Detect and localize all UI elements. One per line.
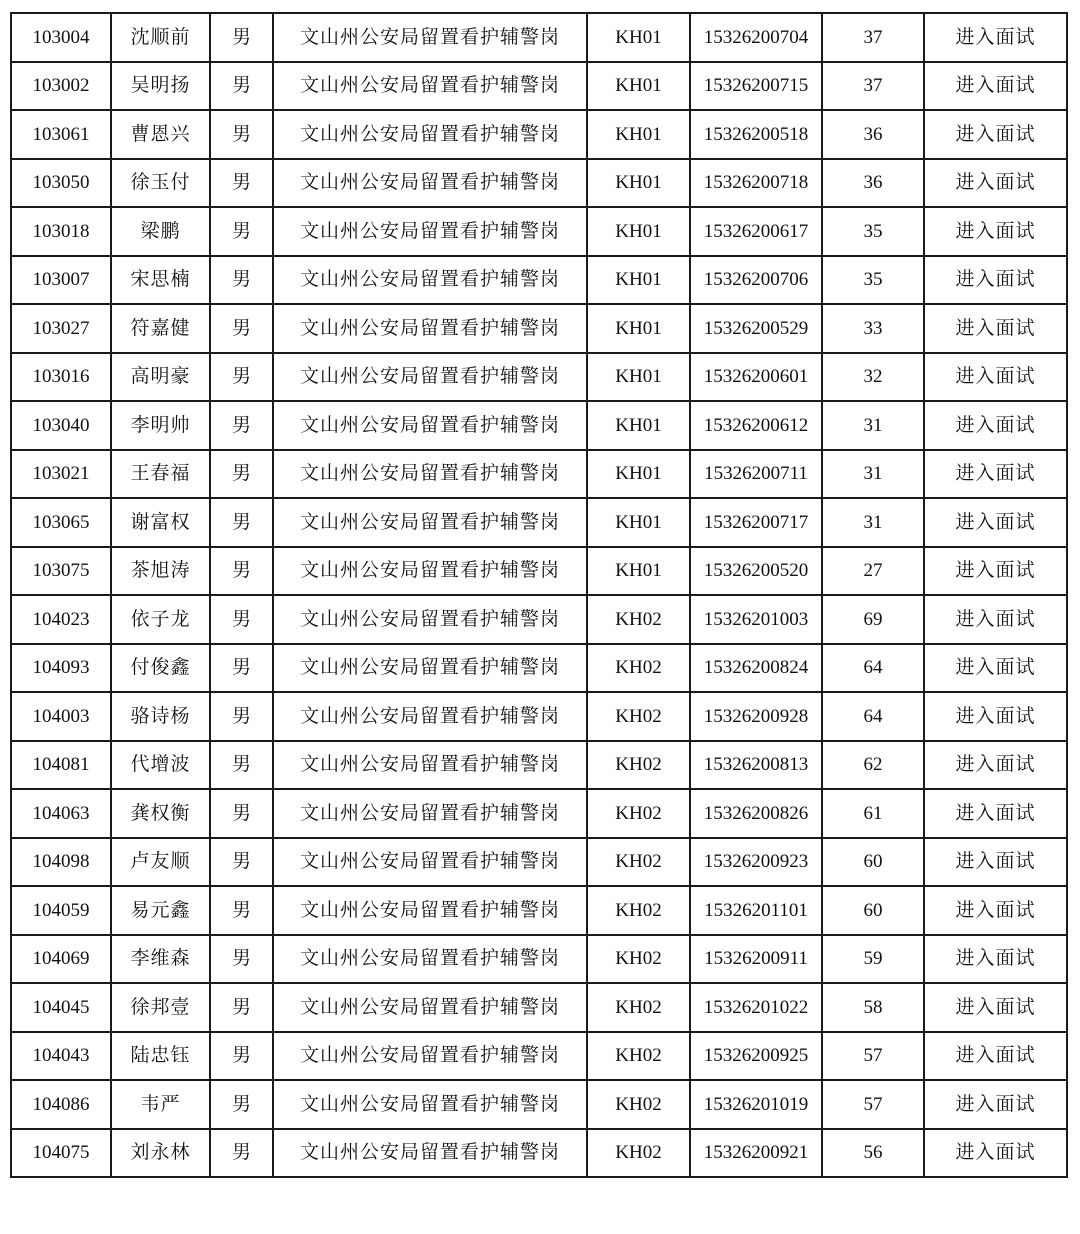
cell-candidate-id: 104003	[11, 692, 111, 741]
cell-status: 进入面试	[924, 159, 1067, 208]
table-row	[11, 692, 1067, 741]
cell-gender: 男	[210, 450, 273, 499]
cell-gender: 男	[210, 789, 273, 838]
cell-position: 文山州公安局留置看护辅警岗	[273, 789, 587, 838]
cell-name: 茶旭涛	[111, 547, 210, 596]
table-row	[11, 595, 1067, 644]
cell-score: 35	[822, 256, 924, 305]
cell-candidate-id: 103018	[11, 207, 111, 256]
cell-ticket-number: 15326201003	[690, 595, 822, 644]
cell-status: 进入面试	[924, 110, 1067, 159]
cell-position-code: KH01	[587, 450, 690, 499]
cell-candidate-id: 104023	[11, 595, 111, 644]
cell-position: 文山州公安局留置看护辅警岗	[273, 159, 587, 208]
cell-score: 37	[822, 13, 924, 62]
cell-gender: 男	[210, 256, 273, 305]
table-row	[11, 304, 1067, 353]
cell-position: 文山州公安局留置看护辅警岗	[273, 13, 587, 62]
cell-ticket-number: 15326201022	[690, 983, 822, 1032]
cell-status: 进入面试	[924, 838, 1067, 887]
cell-score: 31	[822, 498, 924, 547]
cell-ticket-number: 15326200711	[690, 450, 822, 499]
cell-status: 进入面试	[924, 450, 1067, 499]
cell-name: 代增波	[111, 741, 210, 790]
cell-status: 进入面试	[924, 401, 1067, 450]
cell-gender: 男	[210, 353, 273, 402]
cell-status: 进入面试	[924, 353, 1067, 402]
cell-status: 进入面试	[924, 1129, 1067, 1178]
cell-position-code: KH02	[587, 1080, 690, 1129]
cell-position-code: KH01	[587, 110, 690, 159]
cell-status: 进入面试	[924, 692, 1067, 741]
cell-position-code: KH01	[587, 304, 690, 353]
cell-name: 龚权衡	[111, 789, 210, 838]
table-row	[11, 1129, 1067, 1178]
cell-ticket-number: 15326200928	[690, 692, 822, 741]
table-row	[11, 450, 1067, 499]
cell-position: 文山州公安局留置看护辅警岗	[273, 1129, 587, 1178]
cell-position-code: KH02	[587, 1129, 690, 1178]
cell-name: 依子龙	[111, 595, 210, 644]
cell-score: 27	[822, 547, 924, 596]
cell-ticket-number: 15326200601	[690, 353, 822, 402]
cell-ticket-number: 15326200529	[690, 304, 822, 353]
cell-ticket-number: 15326200718	[690, 159, 822, 208]
table-row	[11, 838, 1067, 887]
cell-position: 文山州公安局留置看护辅警岗	[273, 1032, 587, 1081]
cell-name: 吴明扬	[111, 62, 210, 111]
cell-gender: 男	[210, 159, 273, 208]
cell-ticket-number: 15326200717	[690, 498, 822, 547]
cell-position-code: KH02	[587, 595, 690, 644]
cell-gender: 男	[210, 1032, 273, 1081]
cell-ticket-number: 15326200612	[690, 401, 822, 450]
cell-gender: 男	[210, 741, 273, 790]
cell-candidate-id: 104069	[11, 935, 111, 984]
cell-candidate-id: 103065	[11, 498, 111, 547]
table-row	[11, 353, 1067, 402]
cell-gender: 男	[210, 401, 273, 450]
cell-status: 进入面试	[924, 644, 1067, 693]
candidate-table-body	[11, 13, 1067, 1177]
cell-score: 37	[822, 62, 924, 111]
cell-name: 沈顺前	[111, 13, 210, 62]
table-row	[11, 62, 1067, 111]
cell-gender: 男	[210, 1129, 273, 1178]
table-row	[11, 644, 1067, 693]
cell-status: 进入面试	[924, 595, 1067, 644]
cell-position: 文山州公安局留置看护辅警岗	[273, 935, 587, 984]
cell-position: 文山州公安局留置看护辅警岗	[273, 498, 587, 547]
cell-ticket-number: 15326200826	[690, 789, 822, 838]
cell-ticket-number: 15326200824	[690, 644, 822, 693]
cell-score: 58	[822, 983, 924, 1032]
cell-name: 高明豪	[111, 353, 210, 402]
cell-candidate-id: 103075	[11, 547, 111, 596]
cell-name: 付俊鑫	[111, 644, 210, 693]
cell-position-code: KH02	[587, 983, 690, 1032]
table-row	[11, 207, 1067, 256]
cell-ticket-number: 15326200813	[690, 741, 822, 790]
cell-status: 进入面试	[924, 983, 1067, 1032]
cell-name: 谢富权	[111, 498, 210, 547]
cell-gender: 男	[210, 983, 273, 1032]
cell-score: 56	[822, 1129, 924, 1178]
cell-status: 进入面试	[924, 935, 1067, 984]
cell-status: 进入面试	[924, 62, 1067, 111]
cell-position-code: KH01	[587, 353, 690, 402]
cell-candidate-id: 104098	[11, 838, 111, 887]
cell-ticket-number: 15326200706	[690, 256, 822, 305]
cell-position-code: KH02	[587, 838, 690, 887]
cell-position: 文山州公安局留置看护辅警岗	[273, 886, 587, 935]
cell-score: 31	[822, 401, 924, 450]
table-row	[11, 547, 1067, 596]
cell-name: 徐玉付	[111, 159, 210, 208]
cell-position-code: KH01	[587, 498, 690, 547]
cell-position: 文山州公安局留置看护辅警岗	[273, 401, 587, 450]
cell-position: 文山州公安局留置看护辅警岗	[273, 207, 587, 256]
cell-name: 刘永林	[111, 1129, 210, 1178]
cell-candidate-id: 103061	[11, 110, 111, 159]
cell-candidate-id: 103007	[11, 256, 111, 305]
cell-candidate-id: 103021	[11, 450, 111, 499]
table-row	[11, 1080, 1067, 1129]
cell-ticket-number: 15326200911	[690, 935, 822, 984]
cell-gender: 男	[210, 595, 273, 644]
table-row	[11, 741, 1067, 790]
cell-position-code: KH01	[587, 13, 690, 62]
cell-candidate-id: 104043	[11, 1032, 111, 1081]
cell-score: 60	[822, 838, 924, 887]
cell-position-code: KH02	[587, 789, 690, 838]
cell-status: 进入面试	[924, 13, 1067, 62]
cell-name: 宋思楠	[111, 256, 210, 305]
cell-status: 进入面试	[924, 1080, 1067, 1129]
cell-ticket-number: 15326200520	[690, 547, 822, 596]
table-row	[11, 1032, 1067, 1081]
cell-score: 60	[822, 886, 924, 935]
cell-status: 进入面试	[924, 207, 1067, 256]
cell-position-code: KH01	[587, 256, 690, 305]
cell-candidate-id: 103027	[11, 304, 111, 353]
table-row	[11, 159, 1067, 208]
cell-gender: 男	[210, 644, 273, 693]
cell-position-code: KH01	[587, 207, 690, 256]
cell-ticket-number: 15326200925	[690, 1032, 822, 1081]
cell-position: 文山州公安局留置看护辅警岗	[273, 838, 587, 887]
cell-candidate-id: 104045	[11, 983, 111, 1032]
cell-ticket-number: 15326200715	[690, 62, 822, 111]
cell-position: 文山州公安局留置看护辅警岗	[273, 62, 587, 111]
cell-name: 徐邦壹	[111, 983, 210, 1032]
cell-gender: 男	[210, 62, 273, 111]
cell-name: 王春福	[111, 450, 210, 499]
cell-candidate-id: 104063	[11, 789, 111, 838]
cell-candidate-id: 103004	[11, 13, 111, 62]
cell-candidate-id: 103002	[11, 62, 111, 111]
cell-position: 文山州公安局留置看护辅警岗	[273, 741, 587, 790]
cell-position-code: KH02	[587, 1032, 690, 1081]
cell-position-code: KH02	[587, 886, 690, 935]
cell-position: 文山州公安局留置看护辅警岗	[273, 595, 587, 644]
cell-gender: 男	[210, 304, 273, 353]
cell-score: 69	[822, 595, 924, 644]
table-row	[11, 983, 1067, 1032]
cell-name: 韦严	[111, 1080, 210, 1129]
cell-score: 57	[822, 1080, 924, 1129]
table-row	[11, 13, 1067, 62]
cell-score: 36	[822, 159, 924, 208]
cell-position: 文山州公安局留置看护辅警岗	[273, 1080, 587, 1129]
cell-candidate-id: 104059	[11, 886, 111, 935]
cell-gender: 男	[210, 498, 273, 547]
table-row	[11, 886, 1067, 935]
cell-score: 35	[822, 207, 924, 256]
cell-position: 文山州公安局留置看护辅警岗	[273, 304, 587, 353]
cell-position-code: KH02	[587, 741, 690, 790]
cell-name: 陆忠钰	[111, 1032, 210, 1081]
cell-position: 文山州公安局留置看护辅警岗	[273, 644, 587, 693]
cell-position: 文山州公安局留置看护辅警岗	[273, 450, 587, 499]
cell-status: 进入面试	[924, 886, 1067, 935]
cell-score: 31	[822, 450, 924, 499]
cell-position-code: KH01	[587, 401, 690, 450]
cell-gender: 男	[210, 692, 273, 741]
cell-name: 曹恩兴	[111, 110, 210, 159]
table-row	[11, 256, 1067, 305]
cell-name: 骆诗杨	[111, 692, 210, 741]
cell-candidate-id: 104075	[11, 1129, 111, 1178]
cell-position-code: KH01	[587, 159, 690, 208]
cell-position: 文山州公安局留置看护辅警岗	[273, 547, 587, 596]
cell-ticket-number: 15326201101	[690, 886, 822, 935]
cell-candidate-id: 103050	[11, 159, 111, 208]
cell-gender: 男	[210, 547, 273, 596]
table-row	[11, 935, 1067, 984]
candidate-table	[10, 12, 1068, 1178]
cell-candidate-id: 104093	[11, 644, 111, 693]
cell-candidate-id: 104081	[11, 741, 111, 790]
cell-status: 进入面试	[924, 1032, 1067, 1081]
cell-position: 文山州公安局留置看护辅警岗	[273, 256, 587, 305]
cell-status: 进入面试	[924, 741, 1067, 790]
cell-gender: 男	[210, 886, 273, 935]
table-row	[11, 401, 1067, 450]
cell-ticket-number: 15326200617	[690, 207, 822, 256]
cell-name: 李明帅	[111, 401, 210, 450]
cell-gender: 男	[210, 110, 273, 159]
cell-ticket-number: 15326200923	[690, 838, 822, 887]
cell-score: 32	[822, 353, 924, 402]
cell-score: 59	[822, 935, 924, 984]
cell-status: 进入面试	[924, 304, 1067, 353]
cell-score: 64	[822, 692, 924, 741]
cell-score: 36	[822, 110, 924, 159]
cell-position: 文山州公安局留置看护辅警岗	[273, 983, 587, 1032]
cell-position: 文山州公安局留置看护辅警岗	[273, 353, 587, 402]
cell-status: 进入面试	[924, 498, 1067, 547]
cell-position-code: KH02	[587, 935, 690, 984]
cell-status: 进入面试	[924, 789, 1067, 838]
cell-position-code: KH02	[587, 692, 690, 741]
cell-score: 64	[822, 644, 924, 693]
cell-position-code: KH01	[587, 62, 690, 111]
cell-gender: 男	[210, 1080, 273, 1129]
cell-gender: 男	[210, 13, 273, 62]
cell-position-code: KH02	[587, 644, 690, 693]
cell-ticket-number: 15326200704	[690, 13, 822, 62]
document-page	[10, 12, 1068, 1178]
table-row	[11, 789, 1067, 838]
table-row	[11, 110, 1067, 159]
cell-position-code: KH01	[587, 547, 690, 596]
cell-name: 李维森	[111, 935, 210, 984]
cell-score: 61	[822, 789, 924, 838]
cell-position: 文山州公安局留置看护辅警岗	[273, 692, 587, 741]
cell-name: 卢友顺	[111, 838, 210, 887]
cell-position: 文山州公安局留置看护辅警岗	[273, 110, 587, 159]
cell-gender: 男	[210, 935, 273, 984]
cell-score: 57	[822, 1032, 924, 1081]
cell-status: 进入面试	[924, 256, 1067, 305]
cell-score: 33	[822, 304, 924, 353]
cell-ticket-number: 15326201019	[690, 1080, 822, 1129]
cell-score: 62	[822, 741, 924, 790]
cell-name: 易元鑫	[111, 886, 210, 935]
cell-candidate-id: 103040	[11, 401, 111, 450]
cell-ticket-number: 15326200921	[690, 1129, 822, 1178]
cell-candidate-id: 103016	[11, 353, 111, 402]
cell-status: 进入面试	[924, 547, 1067, 596]
cell-name: 符嘉健	[111, 304, 210, 353]
cell-candidate-id: 104086	[11, 1080, 111, 1129]
cell-ticket-number: 15326200518	[690, 110, 822, 159]
cell-gender: 男	[210, 207, 273, 256]
cell-gender: 男	[210, 838, 273, 887]
cell-name: 梁鹏	[111, 207, 210, 256]
table-row	[11, 498, 1067, 547]
